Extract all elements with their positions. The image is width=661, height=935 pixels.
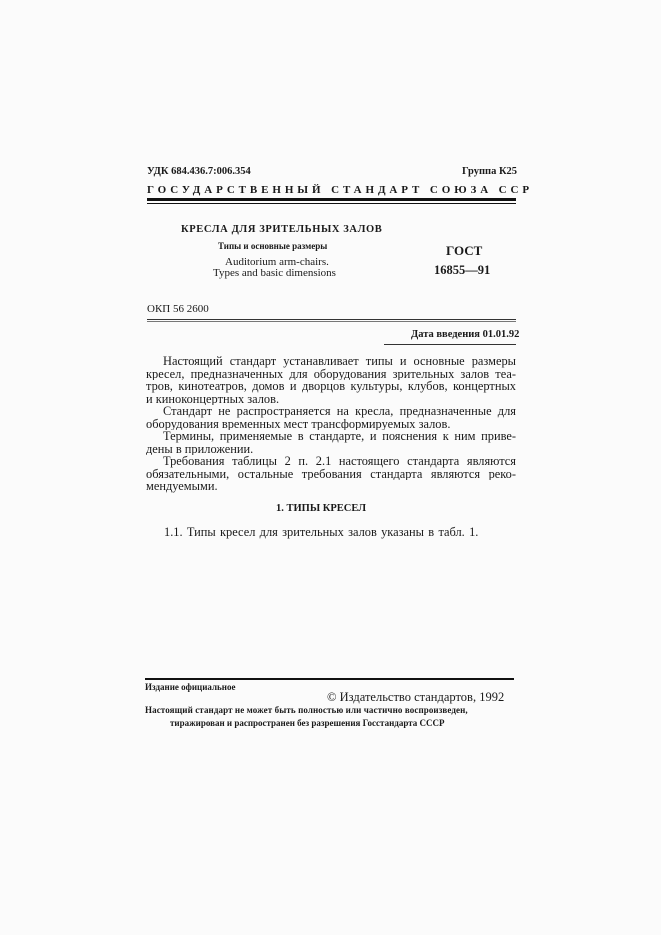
paragraph-line: мендуемыми. [146,480,218,493]
section-1-text: 1.1. Типы кресел для зрительных залов указаны в табл. 1. [164,525,479,539]
paragraph-line: дены в приложении. [146,442,254,456]
okp-rule-2 [147,321,516,322]
copyright-notice: © Издательство стандартов, 1992 [327,690,505,704]
section-heading: 1. ТИПЫ КРЕСЕЛ [276,503,367,514]
reproduction-notice-line1: Настоящий стандарт не может быть полностью или частично воспроизведен, [145,705,468,715]
paragraph-line: Настоящий стандарт устанавливает типы и основные размеры [163,355,516,368]
header-rule-thick [147,198,516,201]
okp-code: ОКП 56 2600 [147,303,209,315]
okp-rule [147,319,516,320]
paragraph-line: тров, кинотеатров, домов и дворцов культуры, клубов, концертных [146,380,516,393]
paragraph-line: Стандарт не распространяется на кресла, предназначенные для [163,405,516,418]
document-title: КРЕСЛА ДЛЯ ЗРИТЕЛЬНЫХ ЗАЛОВ [181,224,383,235]
state-standard-banner: ГОСУДАРСТВЕННЫЙ СТАНДАРТ СОЮЗА ССР [147,184,533,196]
date-rule [384,344,516,345]
paragraph-2 [146,405,516,430]
paragraph-line: обязательными, остальные требования стандарта являются реко- [146,467,516,481]
paragraph-line: Термины, применяемые в стандарте, и пояснения к ним приве- [163,430,516,443]
paragraph-line: оборудования временных мест трансформируемых залов. [146,417,451,431]
paragraph-line: и киноконцертных залов. [146,392,280,406]
paragraph-line: Требования таблицы 2 п. 2.1 настоящего стандарта являются [163,455,516,468]
document-subtitle: Типы и основные размеры [218,241,328,251]
introduction-date: Дата введения 01.01.92 [411,329,520,340]
paragraph-4 [146,455,516,493]
paragraph-3 [146,430,516,455]
reproduction-notice-line2: тиражирован и распространен без разрешения Госстандарта СССР [170,718,445,728]
gost-number: 16855—91 [434,263,491,277]
gost-label: ГОСТ [446,243,483,258]
group-code: Группа К25 [462,166,518,177]
official-edition-label: Издание официальное [145,682,236,692]
udk-code: УДК 684.436.7:006.354 [147,166,251,177]
english-title-line2: Types and basic dimensions [213,267,336,279]
english-title-line1: Auditorium arm-chairs. [225,256,329,268]
footer-rule [145,678,514,680]
header-rule-thin [147,203,516,204]
paragraph-line: кресел, предназначенных для оборудования зрительных залов теа- [146,367,516,381]
paragraph-1 [146,355,516,405]
